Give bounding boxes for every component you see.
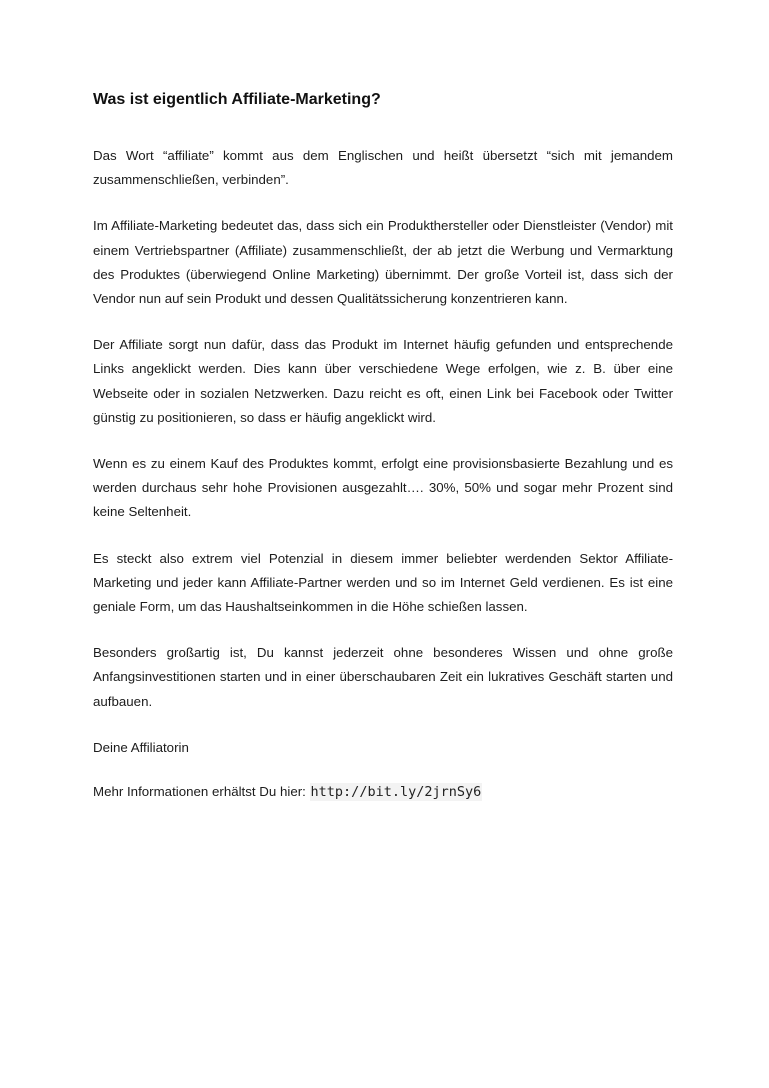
more-info-label: Mehr Informationen erhältst Du hier:: [93, 783, 310, 799]
paragraph-vendor: Im Affiliate-Marketing bedeutet das, dass sich ein Produkthersteller oder Dienstleister (Vendor) mit einem Vertriebspartner (Affiliate) zusammenschließt, der ab jetzt die Werbung und Vermarktung des Produktes (überwiegend Online Marketing) übernimmt. Der große Vorteil ist, dass sich der Vendor nun auf sein Produkt und dessen Qualitätssicherung konzentrieren kann.: [93, 218, 673, 307]
paragraph-start: Besonders großartig ist, Du kannst jederzeit ohne besonderes Wissen und ohne große Anfangsinvestitionen starten und in einer überschaubaren Zeit ein lukratives Geschäft starten und aufbauen.: [93, 645, 673, 709]
document-page: [93, 90, 673, 804]
paragraph-affiliate-role: Der Affiliate sorgt nun dafür, dass das Produkt im Internet häufig gefunden und entsprechende Links angeklickt werden. Dies kann über verschiedene Wege erfolgen, wie z. B. über eine Webseite oder in sozialen Netzwerken. Dazu reicht es oft, einen Link bei Facebook oder Twitter günstig zu positionieren, so dass er häufig angeklickt wird.: [93, 337, 673, 425]
more-info-line: [93, 780, 673, 804]
paragraph-commission: Wenn es zu einem Kauf des Produktes kommt, erfolgt eine provisionsbasierte Bezahlung und es werden durchaus sehr hohe Provisionen ausgezahlt…. 30%, 50% und sogar mehr Prozent sind keine Seltenheit.: [93, 456, 673, 520]
paragraph-potential: Es steckt also extrem viel Potenzial in diesem immer beliebter werdenden Sektor Affiliate-Marketing und jeder kann Affiliate-Partner werden und so im Internet Geld verdienen. Es ist eine geniale Form, um das Haushaltseinkommen in die Höhe schießen lassen.: [93, 550, 673, 615]
signature: Deine Affiliatorin: [93, 739, 189, 755]
info-link[interactable]: http://bit.ly/2jrnSy6: [310, 783, 482, 800]
page-title: Was ist eigentlich Affiliate-Marketing?: [93, 91, 381, 108]
paragraph-definition: Das Wort “affiliate” kommt aus dem Englischen und heißt übersetzt “sich mit jemandem zusammenschließen, verbinden”.: [93, 148, 673, 188]
